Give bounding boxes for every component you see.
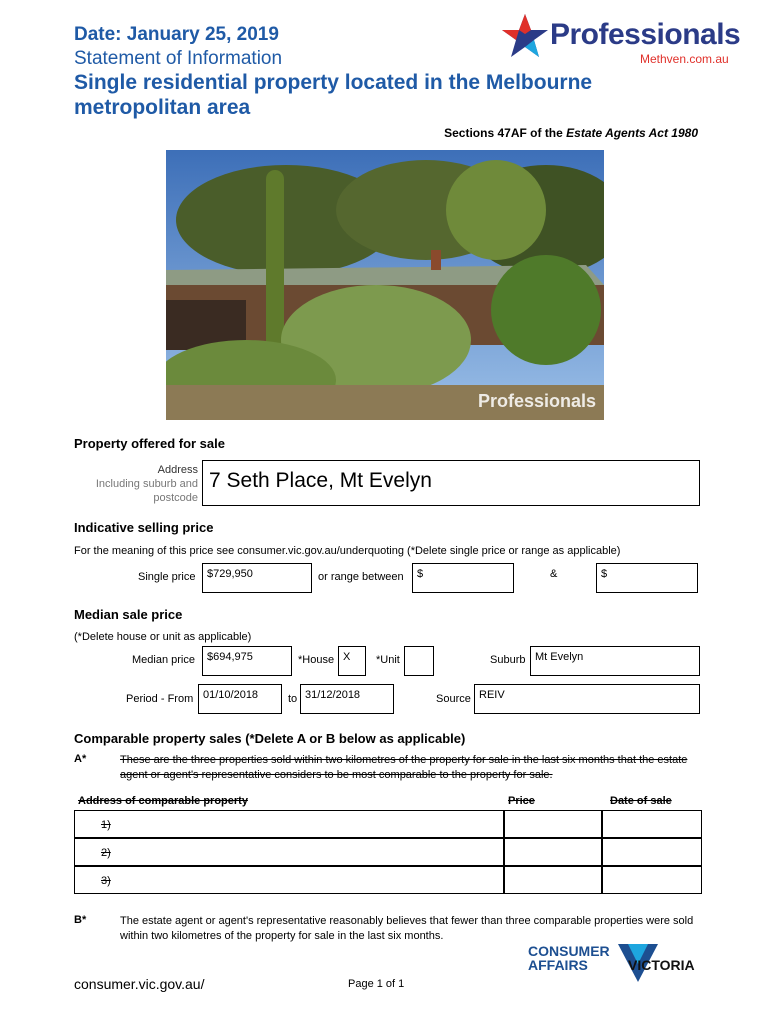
- star-icon: [500, 12, 550, 62]
- period-from-label: Period - From: [126, 693, 194, 705]
- median-note: (*Delete house or unit as applicable): [74, 631, 252, 643]
- comparable-address-cell[interactable]: 1): [74, 810, 504, 838]
- indicative-price-heading: Indicative selling price: [74, 520, 214, 535]
- comparable-date-cell[interactable]: [602, 838, 702, 866]
- comparable-address-cell[interactable]: 2): [74, 838, 504, 866]
- property-photo: [166, 150, 604, 420]
- suburb-field[interactable]: Mt Evelyn: [530, 646, 700, 676]
- source-label: Source: [436, 693, 471, 705]
- median-price-field[interactable]: $694,975: [202, 646, 292, 676]
- comparable-price-cell[interactable]: [504, 866, 602, 894]
- cav-line3: VICTORIA: [628, 957, 695, 973]
- range-low-field[interactable]: $: [412, 563, 514, 593]
- comparable-price-cell[interactable]: [504, 810, 602, 838]
- indicative-note: For the meaning of this price see consumer.vic.gov.au/underquoting (*Delete single price or range as applicable): [74, 545, 621, 557]
- consumer-affairs-victoria-logo: [528, 942, 708, 988]
- address-label-line: Including suburb and: [95, 478, 198, 490]
- suburb-label: Suburb: [490, 654, 526, 666]
- sections-text: Sections 47AF of the: [444, 126, 563, 140]
- range-high-field[interactable]: $: [596, 563, 698, 593]
- logo-wordmark: Professionals: [550, 18, 741, 51]
- col-address-header: Address of comparable property: [78, 795, 248, 807]
- cav-line2: AFFAIRS: [528, 957, 588, 973]
- logo-url: Methven.com.au: [640, 52, 729, 66]
- act-name: Estate Agents Act 1980: [566, 126, 698, 140]
- address-label: [74, 463, 198, 505]
- median-price-heading: Median sale price: [74, 607, 183, 622]
- comparable-heading: Comparable property sales (*Delete A or B below as applicable): [74, 731, 466, 746]
- table-row: [74, 866, 702, 894]
- professionals-logo: [500, 12, 741, 72]
- house-checkbox[interactable]: X: [338, 646, 366, 676]
- col-price-header: Price: [508, 795, 535, 807]
- house-label: *House: [298, 654, 335, 666]
- page-number: Page 1 of 1: [348, 978, 405, 990]
- comparable-date-cell[interactable]: [602, 866, 702, 894]
- period-from-field[interactable]: 01/10/2018: [198, 684, 282, 714]
- property-photo-illustration: [166, 150, 604, 420]
- range-amp: &: [550, 568, 558, 580]
- comparable-price-cell[interactable]: [504, 838, 602, 866]
- option-b-text: The estate agent or agent's representative reasonably believes that fewer than three comparable properties were sold within two kilometres of the property for sale in the last six months.: [120, 915, 694, 942]
- statement-subtitle: Statement of Information: [74, 48, 283, 69]
- range-label: or range between: [318, 571, 404, 583]
- single-price-field[interactable]: $729,950: [202, 563, 312, 593]
- address-label-line: postcode: [153, 492, 198, 504]
- period-to-label: to: [288, 693, 298, 705]
- unit-label: *Unit: [376, 654, 400, 666]
- table-row: [74, 810, 702, 838]
- unit-checkbox[interactable]: [404, 646, 434, 676]
- option-a-text: These are the three properties sold within two kilometres of the property for sale in the last six months that the estate agent or agent's representative considers to be most comparable to the property for sale.: [120, 754, 688, 781]
- col-date-header: Date of sale: [610, 795, 672, 807]
- cav-line1: CONSUMER: [528, 943, 610, 959]
- statement-date: Date: January 25, 2019: [74, 24, 279, 45]
- page-title: Single residential property located in the Melbourne metropolitan area: [74, 71, 593, 119]
- period-to-field[interactable]: 31/12/2018: [300, 684, 394, 714]
- comparable-date-cell[interactable]: [602, 810, 702, 838]
- property-offered-heading: Property offered for sale: [74, 436, 225, 451]
- median-price-label: Median price: [132, 654, 195, 666]
- option-b-marker: B*: [74, 914, 87, 926]
- source-field[interactable]: REIV: [474, 684, 700, 714]
- address-field[interactable]: 7 Seth Place, Mt Evelyn: [202, 460, 700, 506]
- sections-reference: [444, 126, 698, 140]
- comparable-address-cell[interactable]: 3): [74, 866, 504, 894]
- single-price-label: Single price: [138, 571, 196, 583]
- option-a-marker: A*: [74, 753, 87, 765]
- address-label-line: Address: [157, 464, 198, 476]
- table-row: [74, 838, 702, 866]
- photo-watermark: Professionals: [477, 391, 596, 411]
- footer-url[interactable]: consumer.vic.gov.au/: [74, 976, 205, 992]
